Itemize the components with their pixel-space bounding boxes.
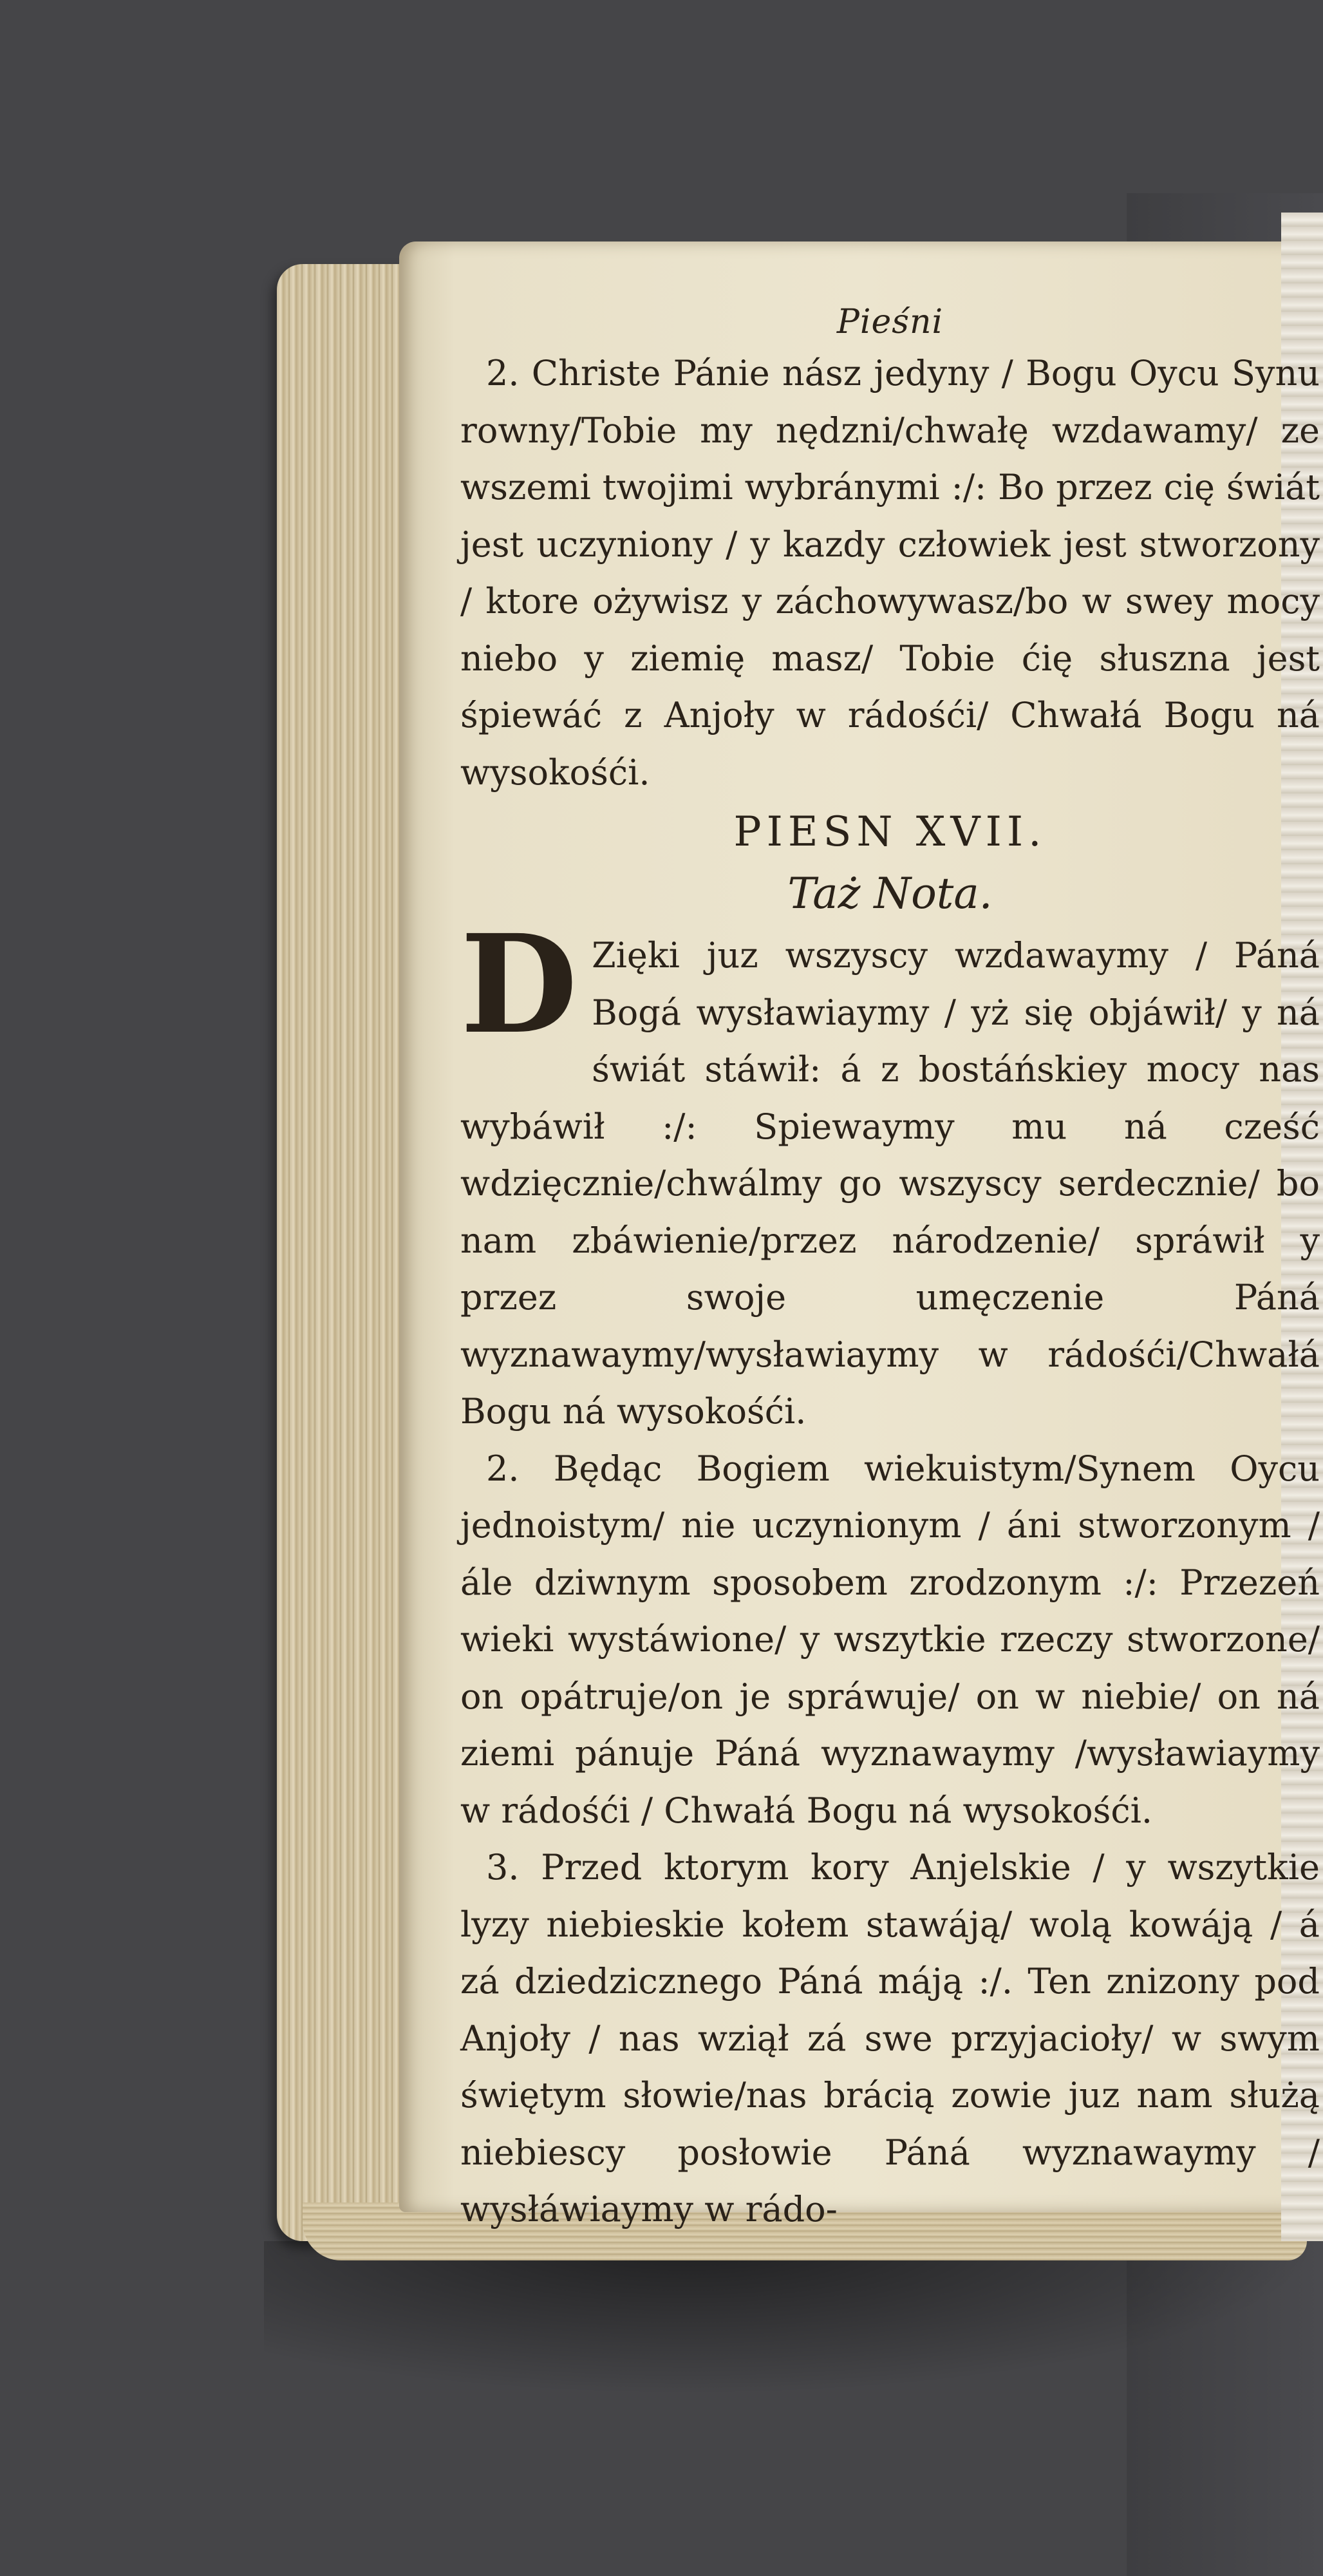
- melody-note: Taż Nota.: [787, 869, 993, 918]
- song-title: PIESN XVII.: [733, 808, 1047, 856]
- running-head: Pieśni: [836, 303, 944, 341]
- verse-1-text: Zięki juz wszyscy wzdawaymy / Páná Bogá wysławiaymy / yż się objáwił/ y ná świát stáwił: á z bostáńskiey mocy nas wybáwił :/: Spiewaymy mu ná cześć wdzięcznie/chwálmy go wszyscy serdecznie/ bo nam zbáwienie/przez národzenie/ spráwił y przez swoje umęczenie Páná wyznawaymy/wysławiaymy w rádośći/Chwałá Bogu ná wysokośći.: [460, 935, 1320, 1432]
- verse-2: 2. Będąc Bogiem wiekuistym/Synem Oycu jednoistym/ nie uczynionym / áni stworzonym / ále dziwnym sposobem zrodzonym :/: Przezeń wieki wystáwione/ y wszytkie rzeczy stworzone/ on opátruje/on je spráwuje/ on w niebie/ on ná ziemi pánuje Páná wyznawaymy /wysławiaymy w rádośći / Chwałá Bogu ná wysokośći.: [460, 1448, 1320, 1831]
- drop-initial: D: [460, 905, 578, 1064]
- verse-3: 3. Przed ktorym kory Anjelskie / y wszytkie lyzy niebieskie kołem stawáją/ wolą kowáją / á zá dziedzicznego Páná máją :/. Ten znizony pod Anjoły / nas wziął zá swe przyjacioły/ w swym świętym słowie/nas brácią zowie juz nam służą niebiescy posłowie Páná wyznawaymy / wysłáwiaymy w rádo-: [460, 1847, 1320, 2230]
- book-shadow: [264, 2241, 1323, 2396]
- verse-2-previous-song: 2. Christe Pánie nász jedyny / Bogu Oycu Synu rowny/Tobie my nędzni/chwałę wzdawamy/ ze wszemi twojimi wybránymi :/: Bo przez cię świát jest uczyniony / y kazdy człowiek jest stworzony / ktore ożywisz y záchowywasz/bo w swey mocy niebo y ziemię masz/ Tobie ćię słuszna jest śpiewáć z Anjoły w rádośći/ Chwałá Bogu ná wysokośći.: [460, 353, 1320, 793]
- verse-1: [460, 905, 1320, 1441]
- page-text: [460, 303, 1320, 2239]
